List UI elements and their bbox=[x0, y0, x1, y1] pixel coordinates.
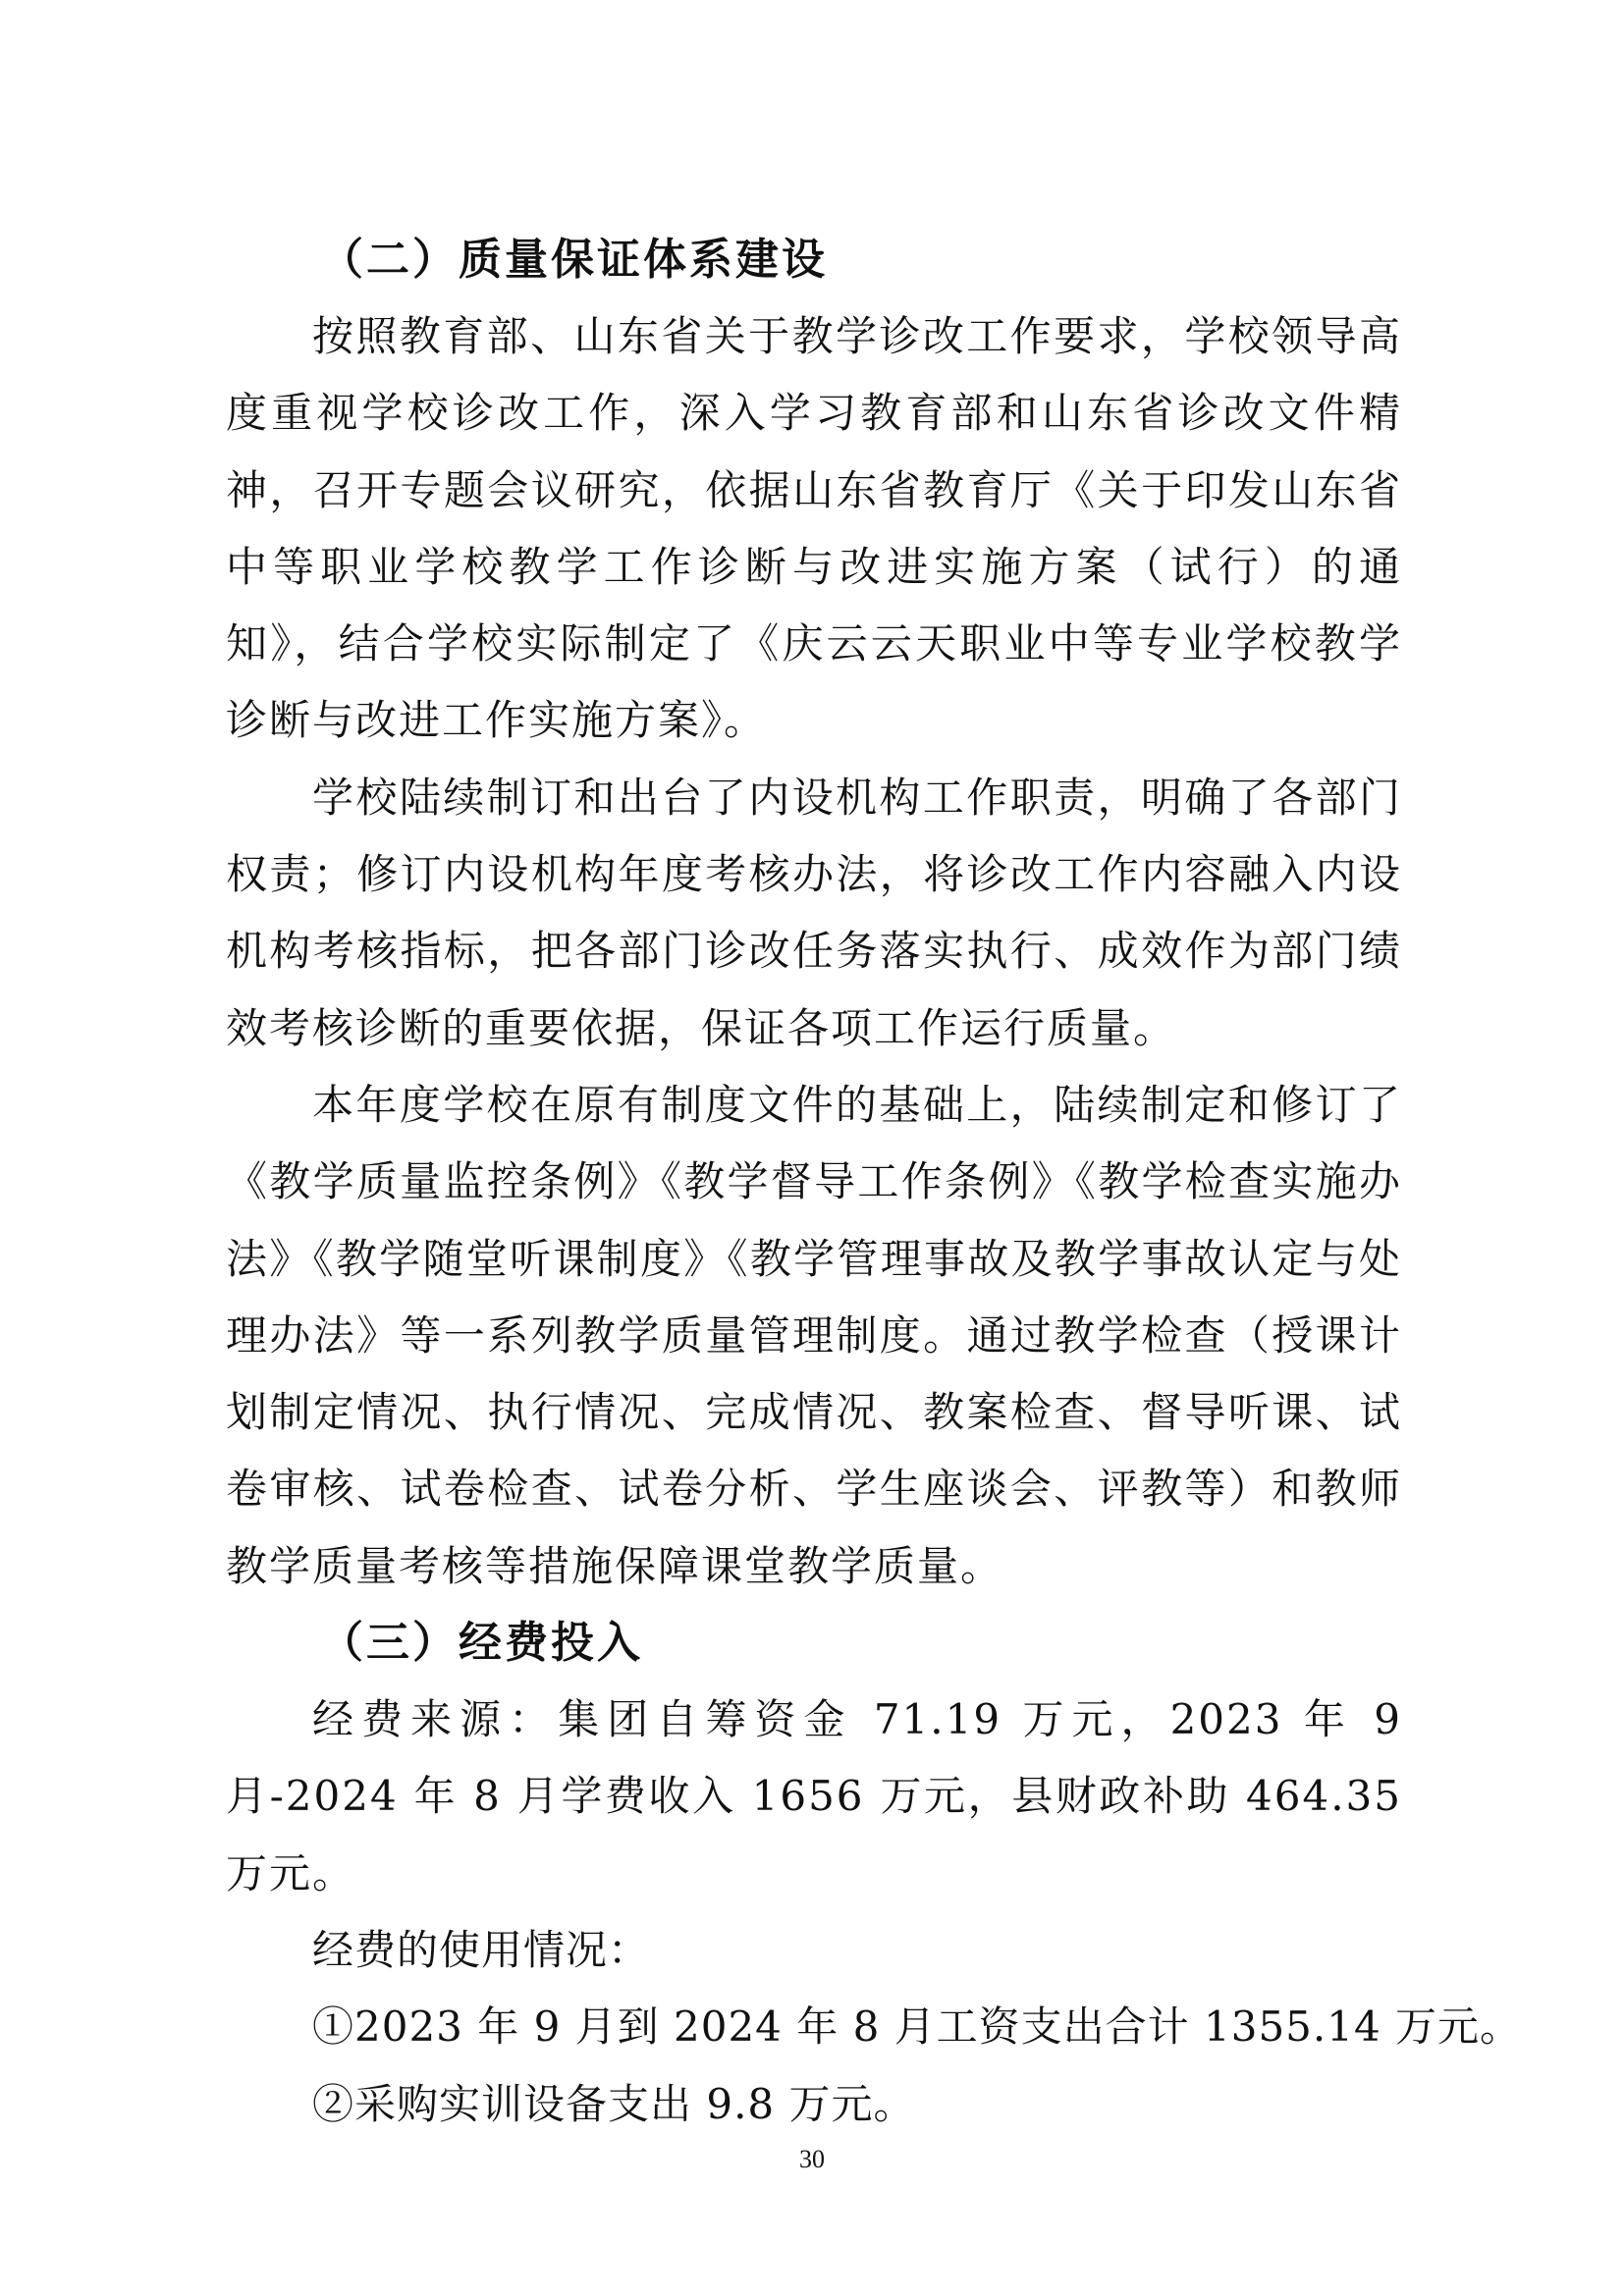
funding-usage-item: ①2023 年 9 月到 2024 年 8 月工资支出合计 1355.14 万元。 bbox=[312, 2002, 1523, 2052]
funding-usage-label: 经费的使用情况： bbox=[312, 1925, 651, 1974]
body-paragraph: 学校陆续制订和出台了内设机构工作职责，明确了各部门权责；修订内设机构年度考核办法，将诊改工作内容融入内设机构考核指标，把各部门诊改任务落实执行、成效作为部门绩效考核诊断的重要依据，保证各项工作运行质量。 bbox=[226, 773, 1402, 1052]
section-heading-quality-assurance: （二）质量保证体系建设 bbox=[320, 235, 828, 285]
body-paragraph: 按照教育部、山东省关于教学诊改工作要求，学校领导高度重视学校诊改工作，深入学习教育部和山东省诊改文件精神，召开专题会议研究，依据山东省教育厅《关于印发山东省中等职业学校教学工作诊断与改进实施方案（试行）的通知》，结合学校实际制定了《庆云云天职业中等专业学校教学诊断与改进工作实施方案》。 bbox=[226, 312, 1402, 745]
body-paragraph: 经费来源：集团自筹资金 71.19 万元，2023 年 9 月-2024 年 8 月学费收入 1656 万元，县财政补助 464.35 万元。 bbox=[226, 1695, 1402, 1897]
funding-usage-item: ②采购实训设备支出 9.8 万元。 bbox=[312, 2079, 916, 2128]
body-paragraph: 本年度学校在原有制度文件的基础上，陆续制定和修订了《教学质量监控条例》《教学督导工作条例》《教学检查实施办法》《教学随堂听课制度》《教学管理事故及教学事故认定与处理办法》等一系列教学质量管理制度。通过教学检查（授课计划制定情况、执行情况、完成情况、教案检查、督导听课、试卷审核、试卷检查、试卷分析、学生座谈会、评教等）和教师教学质量考核等措施保障课堂教学质量。 bbox=[226, 1080, 1402, 1590]
section-heading-funding: （三）经费投入 bbox=[320, 1618, 643, 1669]
document-page bbox=[226, 222, 1523, 2143]
page-number: 30 bbox=[799, 2145, 825, 2173]
